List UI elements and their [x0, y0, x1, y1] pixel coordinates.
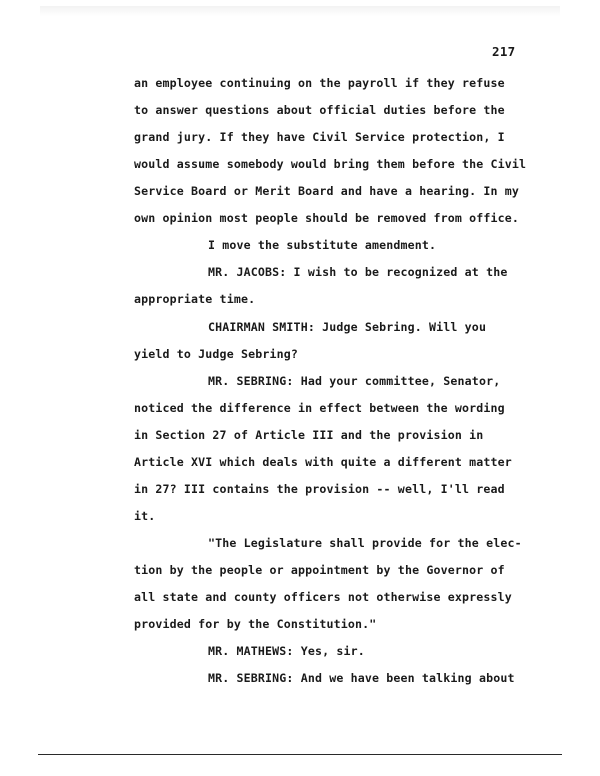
- speaker-line: MR. SEBRING: Had your committee, Senator,: [208, 374, 501, 388]
- text-line: to answer questions about official duties before the: [134, 103, 505, 117]
- text-line: in Section 27 of Article III and the provision in: [134, 428, 484, 442]
- speaker-line: MR. MATHEWS: Yes, sir.: [208, 644, 365, 658]
- text-line: I move the substitute amendment.: [208, 238, 437, 252]
- text-line: in 27? III contains the provision -- well, I'll read: [134, 482, 505, 496]
- text-line: Service Board or Merit Board and have a hearing. In my: [134, 184, 520, 198]
- quote-line: "The Legislature shall provide for the elec-: [208, 536, 522, 550]
- text-line: would assume somebody would bring them before the Civil: [134, 157, 527, 171]
- quote-line: provided for by the Constitution.": [134, 617, 377, 631]
- page-number: 217: [492, 44, 516, 59]
- quote-line: tion by the people or appointment by the Governor of: [134, 563, 505, 577]
- text-line: an employee continuing on the payroll if they refuse: [134, 76, 505, 90]
- text-line: yield to Judge Sebring?: [134, 347, 298, 361]
- text-line: Article XVI which deals with quite a different matter: [134, 455, 512, 469]
- text-line: it.: [134, 509, 156, 523]
- scan-artifact: [40, 6, 560, 16]
- text-line: appropriate time.: [134, 292, 256, 306]
- text-line: noticed the difference in effect between the wording: [134, 401, 505, 415]
- quote-line: all state and county officers not otherwise expressly: [134, 590, 512, 604]
- text-line: own opinion most people should be removed from office.: [134, 211, 520, 225]
- bottom-rule: [38, 754, 562, 755]
- speaker-line: CHAIRMAN SMITH: Judge Sebring. Will you: [208, 320, 487, 334]
- speaker-line: MR. JACOBS: I wish to be recognized at the: [208, 265, 508, 279]
- speaker-line: MR. SEBRING: And we have been talking about: [208, 671, 515, 685]
- text-line: grand jury. If they have Civil Service protection, I: [134, 130, 505, 144]
